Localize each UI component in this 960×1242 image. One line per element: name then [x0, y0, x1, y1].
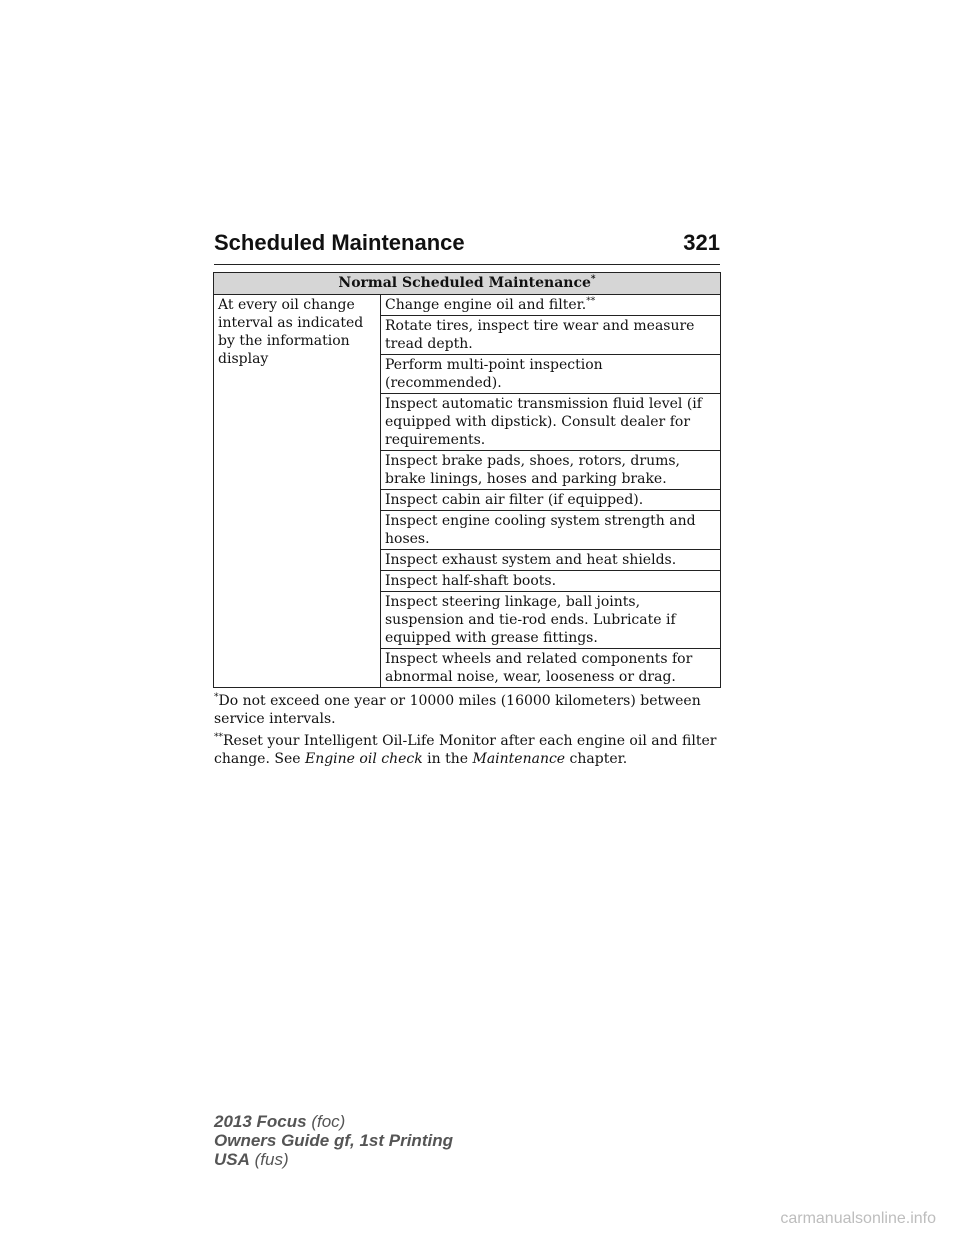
footnote-1-mark: * [214, 692, 219, 703]
table-row [214, 295, 721, 316]
item-text: Inspect exhaust system and heat shields. [385, 552, 677, 568]
interval-cell: At every oil change interval as indicated by the information display [214, 295, 381, 688]
maintenance-chapter-reference: Maintenance [472, 751, 566, 767]
footnote-2 [214, 732, 724, 768]
item-cell [381, 490, 721, 511]
item-cell [381, 511, 721, 550]
item-text: Inspect brake pads, shoes, rotors, drums, brake linings, hoses and parking brake. [385, 453, 681, 487]
footer-market-code: (fus) [249, 1150, 289, 1169]
footnote-1 [214, 692, 724, 728]
table-title-mark: * [590, 274, 596, 285]
item-text: Inspect half-shaft boots. [385, 573, 557, 589]
print-footer [214, 1112, 453, 1169]
footnote-2-mark: ** [214, 732, 223, 743]
item-text: Perform multi-point inspection (recommended). [385, 357, 603, 391]
item-cell [381, 451, 721, 490]
item-cell [381, 649, 721, 688]
footnotes [214, 692, 724, 772]
watermark: carmanualsonline.info [780, 1210, 936, 1227]
engine-oil-check-reference: Engine oil check [304, 751, 423, 767]
item-text: Rotate tires, inspect tire wear and measure tread depth. [385, 318, 695, 352]
item-text: Inspect wheels and related components for abnormal noise, wear, looseness or drag. [385, 651, 693, 685]
footnote-1-text: Do not exceed one year or 10000 miles (16000 kilometers) between service intervals. [214, 693, 701, 727]
page-number: 321 [683, 230, 720, 255]
item-cell [381, 316, 721, 355]
item-mark: ** [586, 296, 596, 307]
page-header [214, 228, 720, 265]
footer-line-2: Owners Guide gf, 1st Printing [214, 1131, 453, 1150]
footer-line-3 [214, 1150, 453, 1169]
footnote-2-mid: in the [422, 751, 473, 767]
item-text: Inspect steering linkage, ball joints, suspension and tie-rod ends. Lubricate if equipped with grease fittings. [385, 594, 676, 646]
item-cell [381, 550, 721, 571]
footnote-2-text: Reset your Intelligent Oil-Life Monitor after each engine oil and filter change. See [214, 733, 717, 767]
table-header-row [214, 273, 721, 295]
item-cell [381, 571, 721, 592]
section-title: Scheduled Maintenance [214, 230, 465, 255]
footer-model: 2013 Focus [214, 1112, 307, 1131]
footnote-2-end: chapter. [565, 751, 628, 767]
footer-model-code: (foc) [306, 1112, 346, 1131]
maintenance-table [213, 272, 721, 688]
footer-market: USA [214, 1150, 250, 1169]
table-title [214, 273, 721, 295]
item-cell [381, 295, 721, 316]
footer-line-1 [214, 1112, 453, 1131]
table-body [214, 295, 721, 688]
item-text: Inspect automatic transmission fluid level (if equipped with dipstick). Consult dealer for requirements. [385, 396, 702, 448]
item-cell [381, 394, 721, 451]
table-title-text: Normal Scheduled Maintenance [338, 275, 591, 291]
item-text: Inspect engine cooling system strength and hoses. [385, 513, 696, 547]
item-text: Inspect cabin air filter (if equipped). [385, 492, 644, 508]
item-cell [381, 592, 721, 649]
item-cell [381, 355, 721, 394]
item-text: Change engine oil and filter. [385, 297, 587, 313]
